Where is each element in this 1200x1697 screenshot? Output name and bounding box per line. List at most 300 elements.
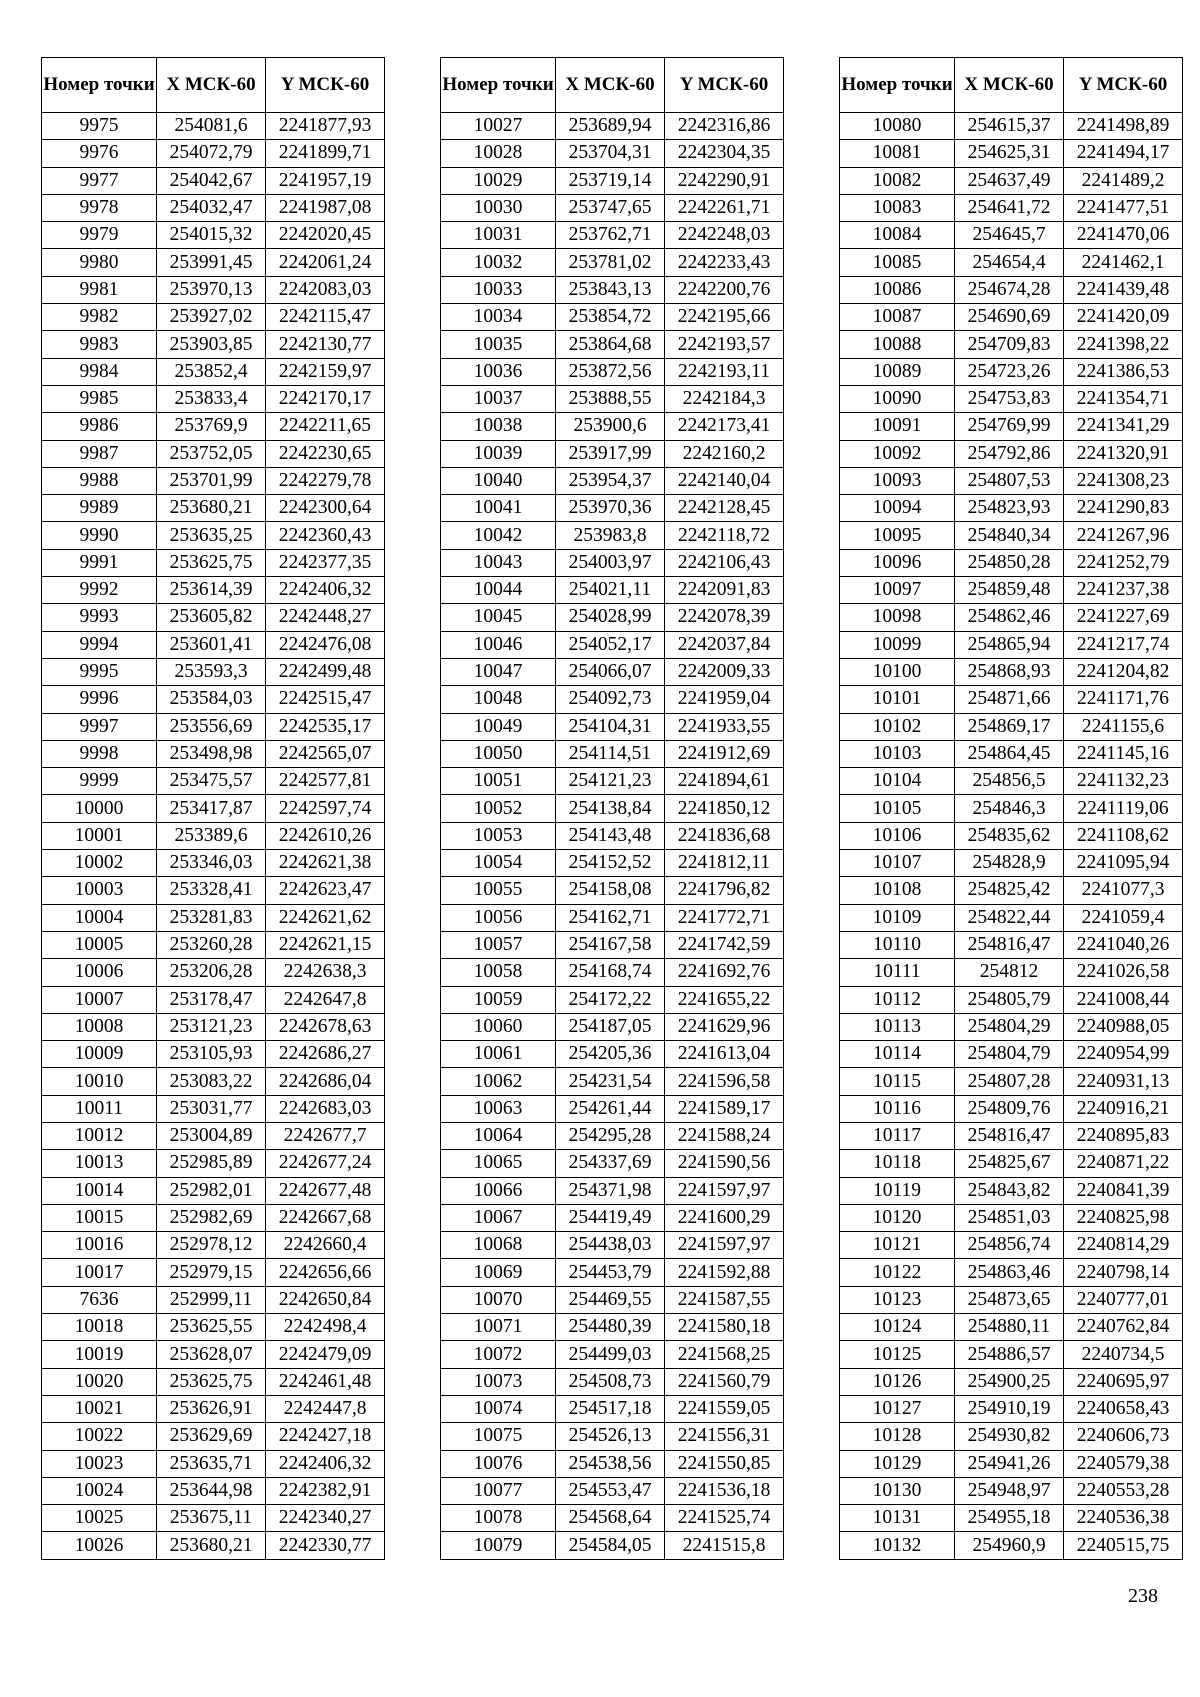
y-coordinate-cell: 2242020,45 [266, 222, 385, 249]
y-coordinate-cell: 2242037,84 [665, 631, 784, 658]
header-point-number: Номер точки [840, 58, 955, 113]
point-number-cell: 10009 [42, 1041, 157, 1068]
point-number-cell: 10042 [441, 522, 556, 549]
x-coordinate-cell: 253927,02 [157, 304, 266, 331]
point-number-cell: 10132 [840, 1532, 955, 1559]
x-coordinate-cell: 253752,05 [157, 440, 266, 467]
x-coordinate-cell: 254910,19 [955, 1395, 1064, 1422]
x-coordinate-cell: 254003,97 [556, 549, 665, 576]
y-coordinate-cell: 2242448,27 [266, 604, 385, 631]
y-coordinate-cell: 2240814,29 [1064, 1232, 1183, 1259]
table-row [840, 304, 1183, 331]
y-coordinate-cell: 2240734,5 [1064, 1341, 1183, 1368]
y-coordinate-cell: 2242193,11 [665, 358, 784, 385]
y-coordinate-cell: 2242638,3 [266, 959, 385, 986]
table-row [441, 1450, 784, 1477]
point-number-cell: 9990 [42, 522, 157, 549]
y-coordinate-cell: 2242083,03 [266, 276, 385, 303]
table-row [840, 768, 1183, 795]
table-row [441, 931, 784, 958]
table-row [441, 1204, 784, 1231]
x-coordinate-cell: 252979,15 [157, 1259, 266, 1286]
table-row [42, 850, 385, 877]
x-coordinate-cell: 254816,47 [955, 931, 1064, 958]
point-number-cell: 10021 [42, 1395, 157, 1422]
x-coordinate-cell: 254871,66 [955, 686, 1064, 713]
y-coordinate-cell: 2241613,04 [665, 1041, 784, 1068]
x-coordinate-cell: 254674,28 [955, 276, 1064, 303]
table-row [840, 713, 1183, 740]
table-row [840, 331, 1183, 358]
x-coordinate-cell: 253556,69 [157, 713, 266, 740]
y-coordinate-cell: 2242623,47 [266, 877, 385, 904]
x-coordinate-cell: 253475,57 [157, 768, 266, 795]
point-number-cell: 10033 [441, 276, 556, 303]
table-row [441, 795, 784, 822]
y-coordinate-cell: 2242686,27 [266, 1041, 385, 1068]
table-row [42, 413, 385, 440]
table-row [42, 358, 385, 385]
table-row [42, 1259, 385, 1286]
header-x: X МСК-60 [556, 58, 665, 113]
x-coordinate-cell: 254812 [955, 959, 1064, 986]
header-y: Y МСК-60 [665, 58, 784, 113]
point-number-cell: 10065 [441, 1150, 556, 1177]
table-row [42, 1041, 385, 1068]
table-row [441, 1013, 784, 1040]
point-number-cell: 10084 [840, 222, 955, 249]
table-row [42, 1341, 385, 1368]
x-coordinate-cell: 254480,39 [556, 1314, 665, 1341]
x-coordinate-cell: 254138,84 [556, 795, 665, 822]
x-coordinate-cell: 253747,65 [556, 194, 665, 221]
point-number-cell: 10048 [441, 686, 556, 713]
x-coordinate-cell: 253260,28 [157, 931, 266, 958]
x-coordinate-cell: 254960,9 [955, 1532, 1064, 1559]
table-row [840, 1368, 1183, 1395]
table-row [42, 113, 385, 140]
x-coordinate-cell: 253004,89 [157, 1122, 266, 1149]
point-number-cell: 7636 [42, 1286, 157, 1313]
x-coordinate-cell: 254873,65 [955, 1286, 1064, 1313]
x-coordinate-cell: 254158,08 [556, 877, 665, 904]
x-coordinate-cell: 254828,9 [955, 850, 1064, 877]
table-row [441, 1341, 784, 1368]
y-coordinate-cell: 2242677,24 [266, 1150, 385, 1177]
table-row [441, 1532, 784, 1559]
y-coordinate-cell: 2242377,35 [266, 549, 385, 576]
y-coordinate-cell: 2241550,85 [665, 1450, 784, 1477]
x-coordinate-cell: 254850,28 [955, 549, 1064, 576]
y-coordinate-cell: 2242677,7 [266, 1122, 385, 1149]
y-coordinate-cell: 2242115,47 [266, 304, 385, 331]
y-coordinate-cell: 2241237,38 [1064, 577, 1183, 604]
x-coordinate-cell: 253031,77 [157, 1095, 266, 1122]
point-number-cell: 10125 [840, 1341, 955, 1368]
x-coordinate-cell: 253178,47 [157, 986, 266, 1013]
table-row [441, 1232, 784, 1259]
x-coordinate-cell: 254052,17 [556, 631, 665, 658]
y-coordinate-cell: 2241525,74 [665, 1505, 784, 1532]
table-row [42, 877, 385, 904]
x-coordinate-cell: 254863,46 [955, 1259, 1064, 1286]
y-coordinate-cell: 2242683,03 [266, 1095, 385, 1122]
table-row [840, 1532, 1183, 1559]
table-row [42, 1286, 385, 1313]
y-coordinate-cell: 2241267,96 [1064, 522, 1183, 549]
y-coordinate-cell: 2242195,66 [665, 304, 784, 331]
table-row [441, 768, 784, 795]
x-coordinate-cell: 254805,79 [955, 986, 1064, 1013]
point-number-cell: 10097 [840, 577, 955, 604]
y-coordinate-cell: 2242678,63 [266, 1013, 385, 1040]
y-coordinate-cell: 2242499,48 [266, 658, 385, 685]
x-coordinate-cell: 253900,6 [556, 413, 665, 440]
x-coordinate-cell: 252982,01 [157, 1177, 266, 1204]
table-row [42, 549, 385, 576]
x-coordinate-cell: 253105,93 [157, 1041, 266, 1068]
y-coordinate-cell: 2241119,06 [1064, 795, 1183, 822]
y-coordinate-cell: 2242330,77 [266, 1532, 385, 1559]
point-number-cell: 10126 [840, 1368, 955, 1395]
table-row [840, 850, 1183, 877]
point-number-cell: 10080 [840, 113, 955, 140]
y-coordinate-cell: 2242447,8 [266, 1395, 385, 1422]
table-row [42, 986, 385, 1013]
table-row [840, 1013, 1183, 1040]
table-row [42, 1477, 385, 1504]
y-coordinate-cell: 2241587,55 [665, 1286, 784, 1313]
point-number-cell: 10076 [441, 1450, 556, 1477]
y-coordinate-cell: 2240916,21 [1064, 1095, 1183, 1122]
point-number-cell: 10074 [441, 1395, 556, 1422]
x-coordinate-cell: 254205,36 [556, 1041, 665, 1068]
point-number-cell: 10094 [840, 495, 955, 522]
table-row [840, 385, 1183, 412]
x-coordinate-cell: 254295,28 [556, 1122, 665, 1149]
table-row [42, 331, 385, 358]
table-row [840, 740, 1183, 767]
x-coordinate-cell: 253864,68 [556, 331, 665, 358]
table-row [441, 467, 784, 494]
x-coordinate-cell: 254654,4 [955, 249, 1064, 276]
table-row [840, 440, 1183, 467]
table-row [441, 113, 784, 140]
y-coordinate-cell: 2241308,23 [1064, 467, 1183, 494]
point-number-cell: 10055 [441, 877, 556, 904]
point-number-cell: 10003 [42, 877, 157, 904]
table-row [441, 658, 784, 685]
x-coordinate-cell: 254948,97 [955, 1477, 1064, 1504]
y-coordinate-cell: 2241477,51 [1064, 194, 1183, 221]
x-coordinate-cell: 253833,4 [157, 385, 266, 412]
y-coordinate-cell: 2242461,48 [266, 1368, 385, 1395]
y-coordinate-cell: 2241597,97 [665, 1232, 784, 1259]
point-number-cell: 10024 [42, 1477, 157, 1504]
y-coordinate-cell: 2242170,17 [266, 385, 385, 412]
x-coordinate-cell: 253991,45 [157, 249, 266, 276]
point-number-cell: 10007 [42, 986, 157, 1013]
x-coordinate-cell: 253888,55 [556, 385, 665, 412]
table-row [840, 222, 1183, 249]
y-coordinate-cell: 2240841,39 [1064, 1177, 1183, 1204]
point-number-cell: 10072 [441, 1341, 556, 1368]
point-number-cell: 10090 [840, 385, 955, 412]
y-coordinate-cell: 2241590,56 [665, 1150, 784, 1177]
point-number-cell: 10032 [441, 249, 556, 276]
x-coordinate-cell: 253625,55 [157, 1314, 266, 1341]
table-row [840, 522, 1183, 549]
y-coordinate-cell: 2240954,99 [1064, 1041, 1183, 1068]
table-row [840, 1314, 1183, 1341]
y-coordinate-cell: 2241560,79 [665, 1368, 784, 1395]
point-number-cell: 10101 [840, 686, 955, 713]
table-row [42, 467, 385, 494]
table-row [441, 385, 784, 412]
y-coordinate-cell: 2241933,55 [665, 713, 784, 740]
point-number-cell: 10104 [840, 768, 955, 795]
point-number-cell: 10071 [441, 1314, 556, 1341]
y-coordinate-cell: 2241692,76 [665, 959, 784, 986]
x-coordinate-cell: 254032,47 [157, 194, 266, 221]
x-coordinate-cell: 254955,18 [955, 1505, 1064, 1532]
y-coordinate-cell: 2242686,04 [266, 1068, 385, 1095]
point-number-cell: 10099 [840, 631, 955, 658]
point-number-cell: 10078 [441, 1505, 556, 1532]
y-coordinate-cell: 2241850,12 [665, 795, 784, 822]
header-y: Y МСК-60 [1064, 58, 1183, 113]
table-row [840, 1341, 1183, 1368]
y-coordinate-cell: 2240931,13 [1064, 1068, 1183, 1095]
x-coordinate-cell: 253584,03 [157, 686, 266, 713]
x-coordinate-cell: 253689,94 [556, 113, 665, 140]
x-coordinate-cell: 254499,03 [556, 1341, 665, 1368]
point-number-cell: 10012 [42, 1122, 157, 1149]
point-number-cell: 10112 [840, 986, 955, 1013]
point-number-cell: 10105 [840, 795, 955, 822]
point-number-cell: 10120 [840, 1204, 955, 1231]
point-number-cell: 10016 [42, 1232, 157, 1259]
y-coordinate-cell: 2240536,38 [1064, 1505, 1183, 1532]
y-coordinate-cell: 2241026,58 [1064, 959, 1183, 986]
point-number-cell: 9984 [42, 358, 157, 385]
x-coordinate-cell: 253680,21 [157, 495, 266, 522]
y-coordinate-cell: 2242535,17 [266, 713, 385, 740]
x-coordinate-cell: 254709,83 [955, 331, 1064, 358]
y-coordinate-cell: 2242647,8 [266, 986, 385, 1013]
y-coordinate-cell: 2242173,41 [665, 413, 784, 440]
y-coordinate-cell: 2242159,97 [266, 358, 385, 385]
point-number-cell: 10086 [840, 276, 955, 303]
point-number-cell: 10010 [42, 1068, 157, 1095]
table-row [42, 577, 385, 604]
table-row [42, 1395, 385, 1422]
point-number-cell: 9997 [42, 713, 157, 740]
point-number-cell: 10034 [441, 304, 556, 331]
x-coordinate-cell: 253917,99 [556, 440, 665, 467]
x-coordinate-cell: 254121,23 [556, 768, 665, 795]
table-row [840, 686, 1183, 713]
y-coordinate-cell: 2241386,53 [1064, 358, 1183, 385]
point-number-cell: 10129 [840, 1450, 955, 1477]
y-coordinate-cell: 2241596,58 [665, 1068, 784, 1095]
x-coordinate-cell: 254856,5 [955, 768, 1064, 795]
y-coordinate-cell: 2240798,14 [1064, 1259, 1183, 1286]
x-coordinate-cell: 254015,32 [157, 222, 266, 249]
table-row [441, 167, 784, 194]
x-coordinate-cell: 254822,44 [955, 904, 1064, 931]
point-number-cell: 10008 [42, 1013, 157, 1040]
x-coordinate-cell: 253719,14 [556, 167, 665, 194]
x-coordinate-cell: 254469,55 [556, 1286, 665, 1313]
y-coordinate-cell: 2241320,91 [1064, 440, 1183, 467]
header-point-number: Номер точки [42, 58, 157, 113]
y-coordinate-cell: 2241489,2 [1064, 167, 1183, 194]
point-number-cell: 10106 [840, 822, 955, 849]
x-coordinate-cell: 253680,21 [157, 1532, 266, 1559]
x-coordinate-cell: 254792,86 [955, 440, 1064, 467]
table-row [42, 1013, 385, 1040]
x-coordinate-cell: 253625,75 [157, 1368, 266, 1395]
y-coordinate-cell: 2241470,06 [1064, 222, 1183, 249]
point-number-cell: 10077 [441, 1477, 556, 1504]
point-number-cell: 10060 [441, 1013, 556, 1040]
y-coordinate-cell: 2240515,75 [1064, 1532, 1183, 1559]
y-coordinate-cell: 2242106,43 [665, 549, 784, 576]
x-coordinate-cell: 253635,71 [157, 1450, 266, 1477]
point-number-cell: 10108 [840, 877, 955, 904]
point-number-cell: 10123 [840, 1286, 955, 1313]
y-coordinate-cell: 2242200,76 [665, 276, 784, 303]
y-coordinate-cell: 2241204,82 [1064, 658, 1183, 685]
x-coordinate-cell: 254152,52 [556, 850, 665, 877]
y-coordinate-cell: 2241877,93 [266, 113, 385, 140]
y-coordinate-cell: 2242304,35 [665, 140, 784, 167]
table-row [840, 549, 1183, 576]
x-coordinate-cell: 254042,67 [157, 167, 266, 194]
y-coordinate-cell: 2242248,03 [665, 222, 784, 249]
y-coordinate-cell: 2240871,22 [1064, 1150, 1183, 1177]
x-coordinate-cell: 254851,03 [955, 1204, 1064, 1231]
y-coordinate-cell: 2241077,3 [1064, 877, 1183, 904]
point-number-cell: 9996 [42, 686, 157, 713]
table-row [840, 194, 1183, 221]
point-number-cell: 10081 [840, 140, 955, 167]
table-row [441, 440, 784, 467]
point-number-cell: 10107 [840, 850, 955, 877]
y-coordinate-cell: 2241742,59 [665, 931, 784, 958]
table-header-row [42, 58, 385, 113]
header-x: X МСК-60 [157, 58, 266, 113]
y-coordinate-cell: 2242577,81 [266, 768, 385, 795]
x-coordinate-cell: 254865,94 [955, 631, 1064, 658]
y-coordinate-cell: 2242650,84 [266, 1286, 385, 1313]
table-row [42, 658, 385, 685]
x-coordinate-cell: 254021,11 [556, 577, 665, 604]
point-number-cell: 10041 [441, 495, 556, 522]
y-coordinate-cell: 2241059,4 [1064, 904, 1183, 931]
y-coordinate-cell: 2242656,66 [266, 1259, 385, 1286]
y-coordinate-cell: 2242091,83 [665, 577, 784, 604]
y-coordinate-cell: 2242233,43 [665, 249, 784, 276]
y-coordinate-cell: 2241589,17 [665, 1095, 784, 1122]
point-number-cell: 9978 [42, 194, 157, 221]
y-coordinate-cell: 2242211,65 [266, 413, 385, 440]
point-number-cell: 9995 [42, 658, 157, 685]
point-number-cell: 10043 [441, 549, 556, 576]
x-coordinate-cell: 254517,18 [556, 1395, 665, 1422]
table-row [840, 1068, 1183, 1095]
table-row [42, 822, 385, 849]
table-row [42, 1204, 385, 1231]
point-number-cell: 10046 [441, 631, 556, 658]
point-number-cell: 10067 [441, 1204, 556, 1231]
y-coordinate-cell: 2242360,43 [266, 522, 385, 549]
header-point-number: Номер точки [441, 58, 556, 113]
table-row [441, 495, 784, 522]
y-coordinate-cell: 2241836,68 [665, 822, 784, 849]
y-coordinate-cell: 2241494,17 [1064, 140, 1183, 167]
table-row [840, 577, 1183, 604]
y-coordinate-cell: 2241227,69 [1064, 604, 1183, 631]
x-coordinate-cell: 254823,93 [955, 495, 1064, 522]
x-coordinate-cell: 254804,79 [955, 1041, 1064, 1068]
table-row [840, 1122, 1183, 1149]
point-number-cell: 10058 [441, 959, 556, 986]
table-row [840, 1423, 1183, 1450]
x-coordinate-cell: 254453,79 [556, 1259, 665, 1286]
table-row [441, 1177, 784, 1204]
x-coordinate-cell: 253675,11 [157, 1505, 266, 1532]
y-coordinate-cell: 2241812,11 [665, 850, 784, 877]
table-row [441, 1423, 784, 1450]
point-number-cell: 9983 [42, 331, 157, 358]
point-number-cell: 10014 [42, 1177, 157, 1204]
x-coordinate-cell: 254804,29 [955, 1013, 1064, 1040]
table-row [441, 1259, 784, 1286]
table-row [840, 495, 1183, 522]
point-number-cell: 9981 [42, 276, 157, 303]
table-row [42, 1068, 385, 1095]
point-number-cell: 10000 [42, 795, 157, 822]
point-number-cell: 10115 [840, 1068, 955, 1095]
point-number-cell: 9979 [42, 222, 157, 249]
point-number-cell: 10079 [441, 1532, 556, 1559]
point-number-cell: 10061 [441, 1041, 556, 1068]
x-coordinate-cell: 254868,93 [955, 658, 1064, 685]
y-coordinate-cell: 2242279,78 [266, 467, 385, 494]
point-number-cell: 10075 [441, 1423, 556, 1450]
y-coordinate-cell: 2240762,84 [1064, 1314, 1183, 1341]
y-coordinate-cell: 2241597,97 [665, 1177, 784, 1204]
table-row [441, 1041, 784, 1068]
table-row [840, 631, 1183, 658]
x-coordinate-cell: 254143,48 [556, 822, 665, 849]
y-coordinate-cell: 2241588,24 [665, 1122, 784, 1149]
point-number-cell: 9991 [42, 549, 157, 576]
table-row [441, 1095, 784, 1122]
table-row [441, 713, 784, 740]
x-coordinate-cell: 254843,82 [955, 1177, 1064, 1204]
table-row [42, 385, 385, 412]
y-coordinate-cell: 2241095,94 [1064, 850, 1183, 877]
x-coordinate-cell: 253781,02 [556, 249, 665, 276]
y-coordinate-cell: 2242184,3 [665, 385, 784, 412]
y-coordinate-cell: 2242677,48 [266, 1177, 385, 1204]
point-number-cell: 10056 [441, 904, 556, 931]
table-row [42, 1122, 385, 1149]
y-coordinate-cell: 2241912,69 [665, 740, 784, 767]
